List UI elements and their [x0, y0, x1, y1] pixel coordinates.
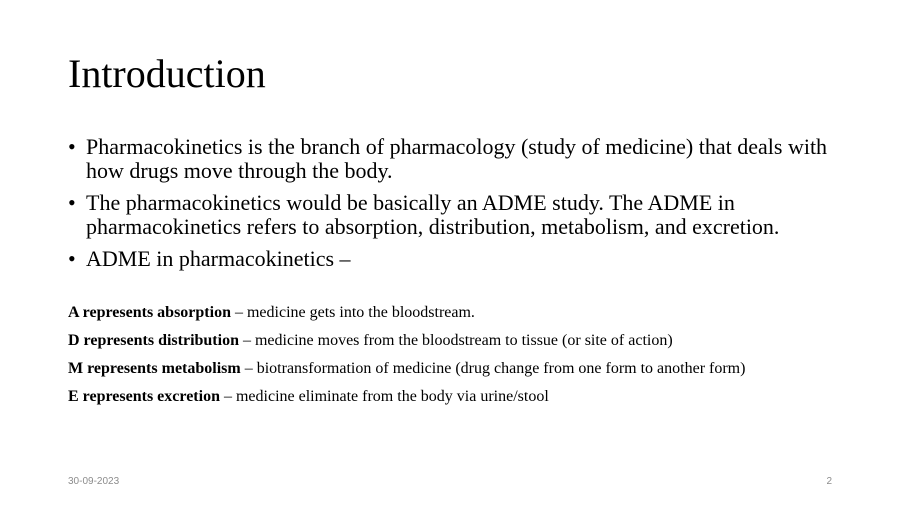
- definition-term: M represents metabolism: [68, 360, 241, 377]
- definition-distribution: [68, 332, 828, 350]
- definition-text: – medicine moves from the bloodstream to tissue (or site of action): [238, 332, 673, 349]
- bullet-text: Pharmacokinetics is the branch of pharmacology (study of medicine) that deals with how drugs move through the body.: [86, 134, 828, 183]
- bullet-text: The pharmacokinetics would be basically an ADME study. The ADME in pharmacokinetics refers to absorption, distribution, metabolism, and excretion.: [86, 190, 780, 239]
- definition-text: – medicine gets into the bloodstream.: [230, 304, 475, 321]
- definition-term: D represents distribution: [68, 332, 239, 349]
- footer-date: 30-09-2023: [68, 476, 120, 487]
- bullet-item: [68, 135, 828, 183]
- bullet-item: [68, 247, 828, 271]
- definition-term: A represents absorption: [68, 304, 231, 321]
- definition-excretion: [68, 388, 828, 406]
- adme-definitions: [68, 304, 828, 416]
- bullet-text: ADME in pharmacokinetics –: [86, 246, 351, 271]
- definition-absorption: [68, 304, 828, 322]
- definition-metabolism: [68, 360, 828, 378]
- definition-text: – biotransformation of medicine (drug change from one form to another form): [240, 360, 746, 377]
- bullet-item: [68, 191, 828, 239]
- bullet-marker: •: [68, 246, 76, 271]
- bullet-marker: •: [68, 134, 76, 159]
- slide-title: Introduction: [68, 51, 266, 96]
- definition-text: – medicine eliminate from the body via urine/stool: [219, 388, 549, 405]
- bullet-marker: •: [68, 190, 76, 215]
- bullet-list: [68, 135, 828, 279]
- definition-term: E represents excretion: [68, 388, 220, 405]
- slide-number: 2: [826, 476, 832, 487]
